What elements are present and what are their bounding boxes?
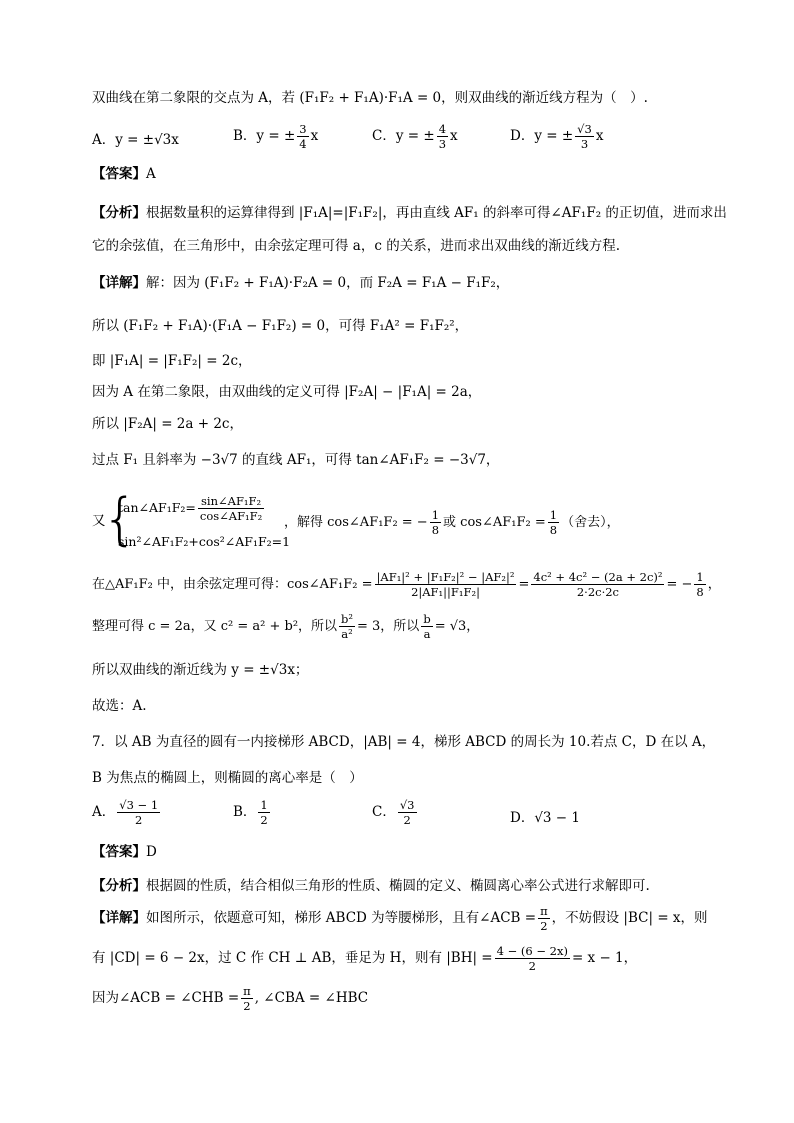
option-d: D．y = ± $\frac{√3}{3}$ x — [510, 122, 604, 151]
detail-line-1: 【详解】解：因为 (F₁F₂ + F₁A)·F₂A = 0，而 F₂A = F₁A − F₁F₂， — [92, 275, 510, 291]
detail-line-4: 因为 A 在第二象限，由双曲线的定义可得 |F₂A| − |F₁A| = 2a， — [92, 384, 482, 400]
system-eq-1: tan∠AF₁F₂= $\frac{\text{sin∠AF₁F₂}}{\text{cos∠AF₁F₂}}$ — [118, 494, 263, 523]
analysis-line-2: 它的余弦值，在三角形中，由余弦定理可得 a，c 的关系，进而求出双曲线的渐近线方程. — [92, 238, 620, 254]
question6-continuation: 双曲线在第二象限的交点为 A，若 (F₁F₂ + F₁A)·F₁A = 0，则双曲线的渐近线方程为（ ）. — [92, 90, 648, 106]
simplify-line: 整理可得 c = 2a，又 c² = a² + b²，所以 $\frac{\text{b²}}{\text{a²}}$ = 3，所以 $\frac{b}{a}$ = √3， — [92, 612, 480, 641]
choice-line: 故选：A. — [92, 698, 147, 714]
detail-line-2: 所以 (F₁F₂ + F₁A)·(F₁A − F₁F₂) = 0，可得 F₁A² = F₁F₂²， — [92, 318, 469, 334]
detail2-line-3: 因为∠ACB = ∠CHB = $\frac{\pi}{2}$ , ∠CBA = ∠HBC — [92, 984, 369, 1013]
analysis-tag: 【分析】 — [92, 205, 146, 221]
q7-option-a: A． $\frac{√3 - 1}{2}$ — [92, 798, 159, 827]
detail-line-5: 所以 |F₂A| = 2a + 2c， — [92, 416, 243, 432]
analysis2-line: 【分析】根据圆的性质，结合相似三角形的性质、椭圆的定义、椭圆离心率公式进行求解即可. — [92, 878, 650, 894]
option-c: C．y = ± $\frac{4}{3}$ x — [372, 122, 458, 151]
q7-option-b: B． $\frac{1}{2}$ — [233, 798, 268, 827]
detail2-tag: 【详解】 — [92, 910, 146, 926]
asymptote-line: 所以双曲线的渐近线为 y = ±√3x； — [92, 662, 309, 678]
brace-symbol: { — [102, 487, 138, 552]
system-eq-2: sin²∠AF₁F₂+cos²∠AF₁F₂=1 — [118, 534, 291, 549]
answer2-line: 【答案】D — [92, 844, 157, 860]
detail-tag: 【详解】 — [92, 275, 146, 291]
option-b: B．y = ± $\frac{3}{4}$ x — [233, 122, 319, 151]
detail-line-6: 过点 F₁ 且斜率为 −3√7 的直线 AF₁，可得 tan∠AF₁F₂ = −3√7， — [92, 452, 500, 468]
question7-line-1: 7．以 AB 为直径的圆有一内接梯形 ABCD，|AB| = 4，梯形 ABCD 的周长为 10.若点 C，D 在以 A， — [92, 734, 716, 750]
analysis2-tag: 【分析】 — [92, 878, 146, 894]
analysis-line-1: 【分析】根据数量积的运算律得到 |F₁A|=|F₁F₂|，再由直线 AF₁ 的斜率可得∠AF₁F₂ 的正切值，进而求出 — [92, 205, 727, 221]
detail2-line-2: 有 |CD| = 6 − 2x，过 C 作 CH ⊥ AB，垂足为 H，则有 |BH| = $\frac{4 - (6 - 2x)}{2}$ = x − 1， — [92, 944, 638, 973]
system-prefix: 又 — [92, 513, 106, 529]
cosine-law-line: 在△AF₁F₂ 中，由余弦定理可得：cos∠AF₁F₂ = $\frac{\text{|AF₁|² + |F₁F₂|² − |AF₂|²}}{\text{2|AF₁||F₁F₂|}}$ = $\frac{\text{4c² + 4c² − (2a + 2c)²}}{2\cdot 2c\cdot 2c}$ = − $\frac{1}{8}$ ， — [92, 570, 721, 599]
q7-option-d: D．√3 − 1 — [510, 810, 581, 826]
question7-line-2: B 为焦点的椭圆上，则椭圆的离心率是（ ） — [92, 770, 363, 786]
detail2-line-1: 【详解】如图所示，依题意可知，梯形 ABCD 为等腰梯形，且有∠ACB = $\frac{\pi}{2}$ ，不妨假设 |BC| = x，则 — [92, 904, 708, 933]
answer-line: 【答案】A — [92, 166, 156, 182]
answer2-tag: 【答案】 — [92, 844, 146, 860]
system-solution: ，解得 cos∠AF₁F₂ = − $\frac{1}{8}$ 或 cos∠AF₁F₂ = $\frac{1}{8}$ （舍去）， — [284, 508, 620, 537]
detail-line-3: 即 |F₁A| = |F₁F₂| = 2c， — [92, 353, 252, 369]
answer-tag: 【答案】 — [92, 166, 146, 182]
q7-option-c: C． $\frac{√3}{2}$ — [372, 798, 415, 827]
option-a: A．y = ±√3x — [92, 132, 179, 148]
